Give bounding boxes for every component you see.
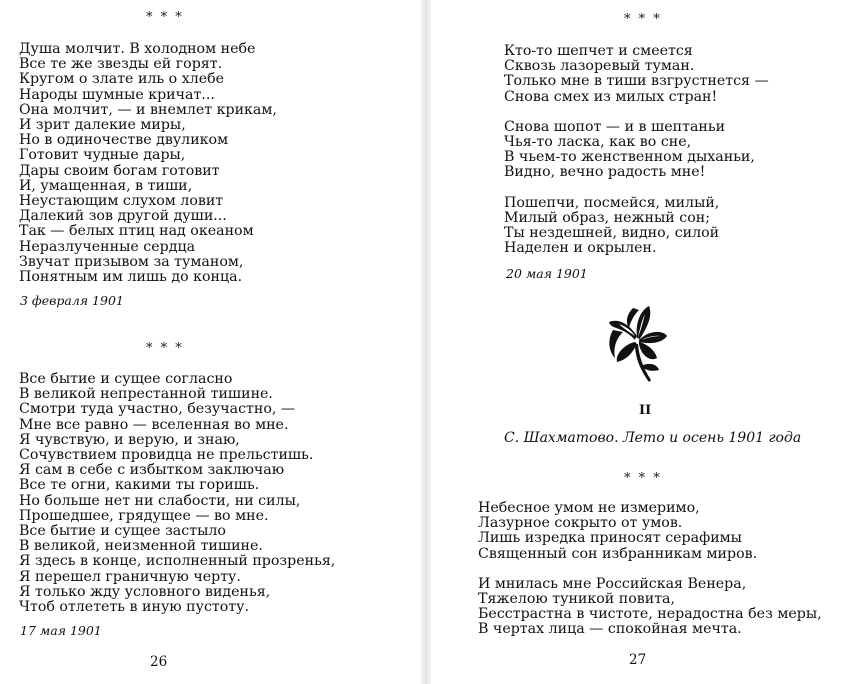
poem-line: Кто-то шепчет и смеется [504, 43, 693, 59]
page-number: 27 [629, 652, 647, 668]
poem-line: Все те же звезды ей горят. [19, 56, 223, 73]
poem-line: Я только жду условного виденья, [19, 583, 271, 600]
poem-line: Неразлученные сердца [19, 238, 196, 255]
poem-line: Лазурное сокрыто от умов. [478, 515, 683, 532]
poem-date: 3 февраля 1901 [20, 293, 124, 308]
right-page [430, 0, 844, 684]
poem-line: Все те огни, какими ты горишь. [19, 477, 260, 494]
poem-line: И мнилась мне Российская Венера, [478, 575, 747, 592]
poem-line: Но больше нет ни слабости, ни силы, [19, 492, 301, 509]
section-marker: * * * [624, 12, 662, 27]
poem-line: Лишь изредка приносят серафимы [478, 530, 742, 547]
poem-line: Прошедшее, грядущее — во мне. [19, 507, 269, 524]
section-marker: * * * [146, 10, 184, 25]
poem-line: Небесное умом не измеримо, [478, 500, 700, 516]
poem-date: 17 мая 1901 [20, 623, 102, 638]
poem-line: Я здесь в конце, исполненный прозренья, [19, 553, 336, 570]
lily-ornament-icon [605, 300, 669, 384]
poem-line: В чертах лица — спокойная мечта. [478, 621, 742, 638]
poem-line: Бесстрастна в чистоте, нерадостна без меры, [478, 606, 822, 623]
section-number: II [639, 403, 652, 418]
stanza-gap [504, 105, 769, 120]
poem-line: Все бытие и сущее согласно [19, 371, 233, 387]
page-number: 26 [150, 654, 168, 670]
poem-line: Чтоб отлететь в иную пустоту. [19, 599, 249, 616]
poem-line: Снова шопот — и в шептаньи [504, 118, 726, 135]
poem-line: Пошепчи, посмейся, милый, [504, 194, 720, 211]
poem-line: Она молчит, — и внемлет крикам, [19, 101, 277, 118]
poem-line: Сочувствием провидца не прельстишь. [19, 447, 314, 464]
poem-line: Священный сон избранникам миров. [478, 545, 758, 562]
poem-text [19, 372, 335, 615]
stanza-gap [504, 181, 769, 196]
poem-line: Далекий зов другой души... [19, 208, 227, 225]
poem-date: 20 мая 1901 [506, 266, 588, 281]
poem-line: Ты нездешней, видно, силой [504, 225, 720, 242]
poem-line: Дары своим богам готовит [19, 162, 220, 179]
poem-line: Я чувствую, и верую, и знаю, [19, 431, 240, 448]
poem-line: Снова смех из милых стран! [504, 88, 718, 105]
poem-line: Душа молчит. В холодном небе [19, 41, 256, 57]
poem-line: Звучат призывом за туманом, [19, 253, 244, 270]
poem-text [19, 42, 277, 285]
poem-line: Милый образ, нежный сон; [504, 209, 710, 226]
poem-line: Я сам в себе с избытком заключаю [19, 462, 285, 479]
poem-line: В великой, неизменной тишине. [19, 538, 263, 555]
poem-line: Наделен и окрылен. [504, 240, 657, 257]
poem-line: Кругом о злате иль о хлебе [19, 71, 225, 88]
poem-line: Так — белых птиц над океаном [19, 223, 254, 240]
poem-line: Смотри туда участно, безучастно, — [19, 401, 296, 418]
section-marker: * * * [624, 471, 662, 486]
poem-line: Только мне в тиши взгрустнется — [504, 73, 769, 90]
section-marker: * * * [146, 341, 184, 356]
poem-line: И зрит далекие миры, [19, 117, 186, 134]
section-title: С. Шахматово. Лето и осень 1901 года [504, 430, 802, 446]
poem-line: Сквозь лазоревый туман. [504, 58, 695, 75]
poem-line: Неустающим слухом ловит [19, 193, 224, 210]
stanza-gap [478, 562, 822, 577]
poem-line: Готовит чудные дары, [19, 147, 186, 164]
poem-line: Видно, вечно радость мне! [504, 164, 706, 181]
poem-line: В чьем-то женственном дыханьи, [504, 149, 755, 166]
poem-line: Народы шумные кричат... [19, 86, 215, 103]
poem-line: В великой непрестанной тишине. [19, 386, 273, 403]
poem-line: Понятным им лишь до конца. [19, 269, 243, 286]
poem-line: Тяжелою туникой повита, [478, 591, 676, 608]
poem-line: Чья-то ласка, как во сне, [504, 134, 692, 151]
poem-line: И, умащенная, в тиши, [19, 177, 193, 194]
poem-line: Я перешел граничную черту. [19, 568, 241, 585]
poem-line: Мне все равно — вселенная во мне. [19, 416, 289, 433]
poem-line: Все бытие и сущее застыло [19, 523, 226, 540]
poem-text [504, 44, 769, 256]
poem-line: Но в одиночестве двуликом [19, 132, 229, 149]
poem-text [478, 501, 822, 638]
